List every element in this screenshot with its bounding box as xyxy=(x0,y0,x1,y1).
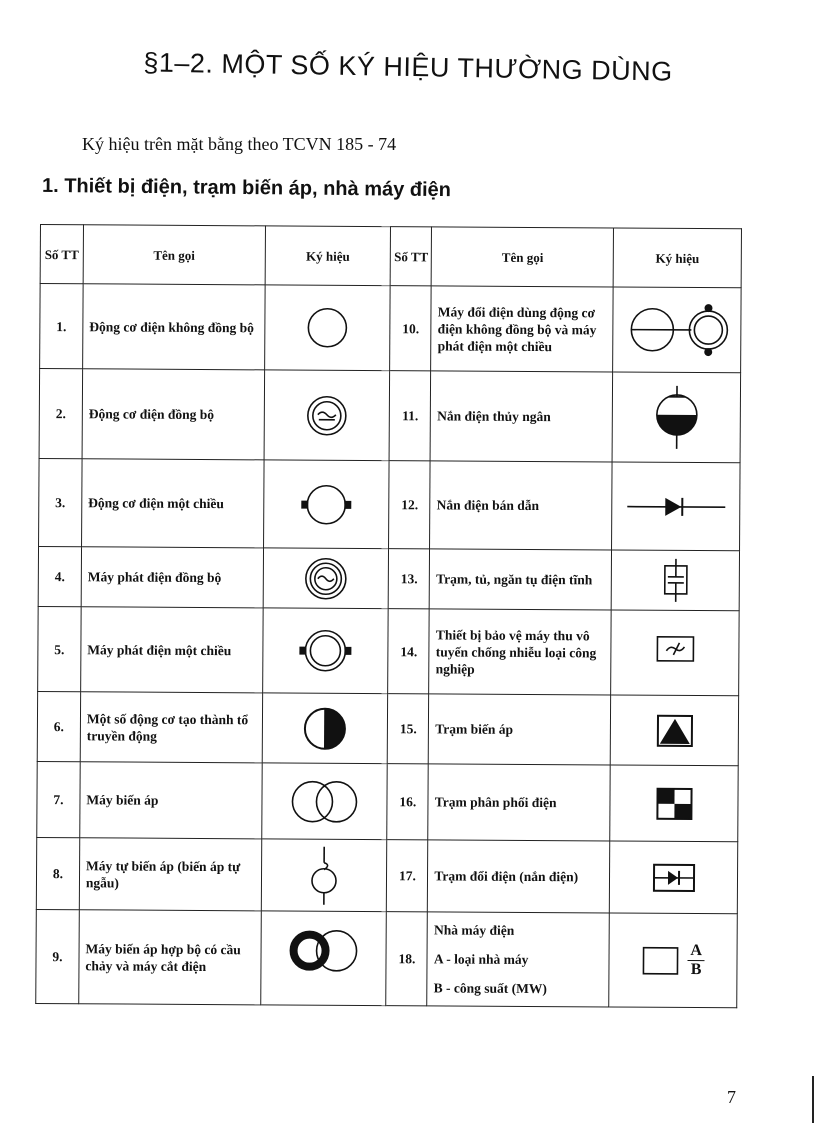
page-number: 7 xyxy=(727,1087,736,1107)
table-row xyxy=(37,761,738,841)
row-number: 17. xyxy=(387,840,428,912)
row-number: 5. xyxy=(38,606,81,691)
item-name: Nắn điện bán dẫn xyxy=(430,461,612,550)
packaged-transformer-symbol-icon xyxy=(261,911,387,1006)
row-number: 10. xyxy=(390,286,431,371)
row-number: 16. xyxy=(387,764,428,840)
item-name: Trạm phân phối điện xyxy=(428,764,610,841)
intro-text: Ký hiệu trên mặt bằng theo TCVN 185 - 74 xyxy=(82,134,397,154)
header-symbol: Ký hiệu xyxy=(265,226,391,286)
row-number: 1. xyxy=(40,284,83,369)
async-motor-symbol-icon xyxy=(264,285,390,371)
row-number: 12. xyxy=(389,461,430,549)
item-name: Máy biến áp hợp bộ có cầu chảy và máy cắt điện xyxy=(79,910,261,1005)
item-name: Một số động cơ tạo thành tổ truyền động xyxy=(80,692,262,763)
item-name: Máy phát điện một chiều xyxy=(81,607,263,693)
table-row xyxy=(36,909,738,1007)
transformer-symbol-icon xyxy=(262,763,388,840)
table-header-row xyxy=(40,225,741,288)
item-name: Máy tự biến áp (biến áp tự ngẫu) xyxy=(79,838,261,911)
table-row xyxy=(39,369,741,463)
power-plant-fraction xyxy=(687,942,705,979)
header-symbol-right: Ký hiệu xyxy=(613,228,741,288)
converter-set-symbol-icon xyxy=(613,287,741,373)
sync-generator-symbol-icon xyxy=(263,548,389,609)
row-number: 3. xyxy=(39,458,82,546)
row-number: 11. xyxy=(390,371,431,461)
row-number: 4. xyxy=(38,546,81,606)
edge-rule xyxy=(812,1076,814,1123)
item-name: Trạm biến áp xyxy=(429,694,611,765)
capacitor-station-symbol-icon xyxy=(611,550,739,611)
motor-group-symbol-icon xyxy=(262,693,388,764)
row-number: 18. xyxy=(386,912,427,1006)
item-name: Động cơ điện một chiều xyxy=(81,459,263,548)
mercury-rectifier-symbol-icon xyxy=(612,372,740,463)
row-number: 2. xyxy=(39,369,82,459)
power-plant-symbol-icon xyxy=(609,913,737,1008)
row-number: 7. xyxy=(37,761,80,837)
item-name-line: B - công suất (MW) xyxy=(433,980,547,997)
item-name: Máy phát điện đồng bộ xyxy=(81,547,263,608)
row-number: 14. xyxy=(388,609,429,694)
item-name: Máy đổi điện dùng động cơ điện không đồng bộ và máy phát điện một chiều xyxy=(431,286,613,372)
distribution-station-symbol-icon xyxy=(610,765,738,842)
item-name: Thiết bị bảo vệ máy thu vô tuyến chống nhiễu loại công nghiệp xyxy=(429,609,611,695)
header-no-right: Số TT xyxy=(391,227,432,286)
header-name: Tên gọi xyxy=(83,225,265,285)
autotransformer-symbol-icon xyxy=(261,839,387,912)
table-row xyxy=(40,284,742,373)
item-name-line: A - loại nhà máy xyxy=(433,951,529,967)
table-row xyxy=(37,691,738,765)
converter-station-symbol-icon xyxy=(610,841,738,914)
item-name-line: Nhà máy điện xyxy=(433,922,515,938)
row-number: 8. xyxy=(36,837,79,909)
page-title: §1–2. MỘT SỐ KÝ HIỆU THƯỜNG DÙNG xyxy=(143,47,673,87)
item-name: Trạm đổi điện (nắn điện) xyxy=(428,840,610,913)
radio-protection-symbol-icon xyxy=(611,610,739,696)
row-number: 15. xyxy=(388,694,429,764)
dc-generator-symbol-icon xyxy=(262,608,388,694)
header-no: Số TT xyxy=(40,225,83,284)
item-name: Nắn điện thủy ngân xyxy=(430,371,612,462)
section-heading: 1. Thiết bị điện, trạm biến áp, nhà máy điện xyxy=(41,174,452,202)
table-row xyxy=(39,458,741,550)
semiconductor-rectifier-symbol-icon xyxy=(612,462,740,551)
row-number: 9. xyxy=(36,909,79,1003)
item-name xyxy=(427,912,609,1007)
sync-motor-symbol-icon xyxy=(264,370,390,461)
symbols-table xyxy=(35,224,742,1008)
item-name: Động cơ điện đồng bộ xyxy=(82,369,264,460)
table-row xyxy=(38,606,740,695)
header-name-right: Tên gọi xyxy=(431,227,613,287)
item-name: Động cơ điện không đồng bộ xyxy=(83,284,265,370)
row-number: 13. xyxy=(389,549,430,609)
item-name: Trạm, tủ, ngăn tụ điện tĩnh xyxy=(429,549,611,610)
item-name: Máy biến áp xyxy=(80,762,262,839)
transformer-station-symbol-icon xyxy=(610,695,738,766)
table-row xyxy=(38,546,739,610)
row-number: 6. xyxy=(37,691,80,761)
fraction-bottom: B xyxy=(690,960,702,979)
dc-motor-symbol-icon xyxy=(263,460,389,549)
table-row xyxy=(36,837,737,913)
fraction-top: A xyxy=(687,942,705,961)
